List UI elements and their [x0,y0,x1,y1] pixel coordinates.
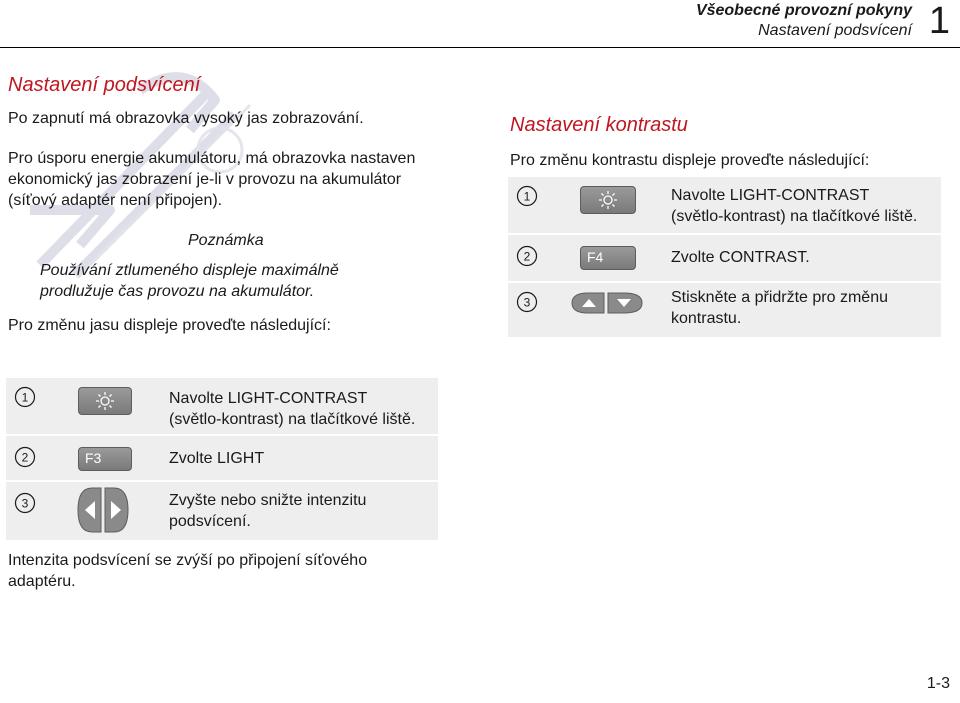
text-line: Pro úsporu energie akumulátoru, má obrazovka nastaven [8,150,416,167]
contrast-steps-panel [508,177,941,337]
contrast-step-3-text [671,287,888,329]
text-line: adaptéru. [8,573,76,590]
contrast-step-1-text [671,185,917,227]
header-rule [0,47,960,48]
text-line: Navolte LIGHT-CONTRAST [671,187,870,204]
step-number-3-icon [14,492,36,514]
brightness-step-1-text [169,388,415,430]
section-heading-contrast: Nastavení kontrastu [510,114,688,136]
section-heading-backlight: Nastavení podsvícení [8,74,201,96]
text-line: (světlo-kontrast) na tlačítkové liště. [169,411,416,428]
svg-text:3: 3 [21,496,29,511]
f4-key[interactable] [580,246,636,270]
paragraph-intro: Po zapnutí má obrazovka vysoký jas zobrazování. [8,110,364,127]
text-line: Zvyšte nebo snižte intenzitu [169,492,367,509]
paragraph-adapter-note [8,550,367,592]
brightness-step-3 [6,482,438,540]
key-label: F4 [587,249,604,265]
sun-icon [95,391,115,411]
brightness-step-2 [6,436,438,480]
svg-text:1: 1 [523,189,531,204]
text-line: kontrastu. [671,310,742,327]
contrast-step-1 [508,177,941,233]
paragraph-change-contrast: Pro změnu kontrastu displeje proveďte následující: [510,152,870,169]
text-line: prodlužuje čas provozu na akumulátor. [40,283,315,300]
left-right-arrows-icon[interactable] [76,486,130,534]
brightness-steps-panel [6,378,438,540]
sun-icon [598,190,618,210]
step-number-2-icon [14,446,36,468]
svg-text:1: 1 [21,390,29,405]
page-number: 1-3 [926,675,950,692]
light-contrast-key[interactable] [580,186,636,214]
step-number-2-icon [516,245,538,267]
note-text [40,260,339,302]
text-line: Navolte LIGHT-CONTRAST [169,390,368,407]
text-line: (světlo-kontrast) na tlačítkové liště. [671,208,918,225]
contrast-step-2 [508,235,941,281]
text-line: Zvolte LIGHT [169,450,265,467]
note-heading: Poznámka [188,232,264,249]
step-number-1-icon [516,185,538,207]
text-line: ekonomický jas zobrazení je-li v provozu na akumulátor [8,171,402,188]
paragraph-change-brightness: Pro změnu jasu displeje proveďte následující: [8,317,331,334]
text-line: Stiskněte a přidržte pro změnu [671,289,888,306]
f3-key[interactable] [78,447,132,471]
contrast-step-2-text [671,247,810,268]
step-number-1-icon [14,386,36,408]
svg-text:3: 3 [523,295,531,310]
contrast-step-3 [508,283,941,337]
paragraph-power-saving [8,148,415,211]
svg-text:2: 2 [21,450,29,465]
text-line: podsvícení. [169,513,251,530]
step-number-3-icon [516,291,538,313]
up-down-arrows-icon[interactable] [570,291,644,315]
key-label: F3 [85,450,102,466]
running-header-subtitle: Nastavení podsvícení [758,22,912,39]
text-line: (síťový adaptér není připojen). [8,192,223,209]
text-line: Zvolte CONTRAST. [671,249,810,266]
text-line: Používání ztlumeného displeje maximálně [40,262,339,279]
brightness-step-1 [6,378,438,434]
svg-text:2: 2 [523,249,531,264]
text-line: Intenzita podsvícení se zvýší po připojení síťového [8,552,368,569]
running-header-title: Všeobecné provozní pokyny [695,2,912,19]
light-contrast-key[interactable] [78,387,132,415]
chapter-number: 1 [928,0,950,42]
brightness-step-3-text [169,490,366,532]
brightness-step-2-text [169,448,264,469]
